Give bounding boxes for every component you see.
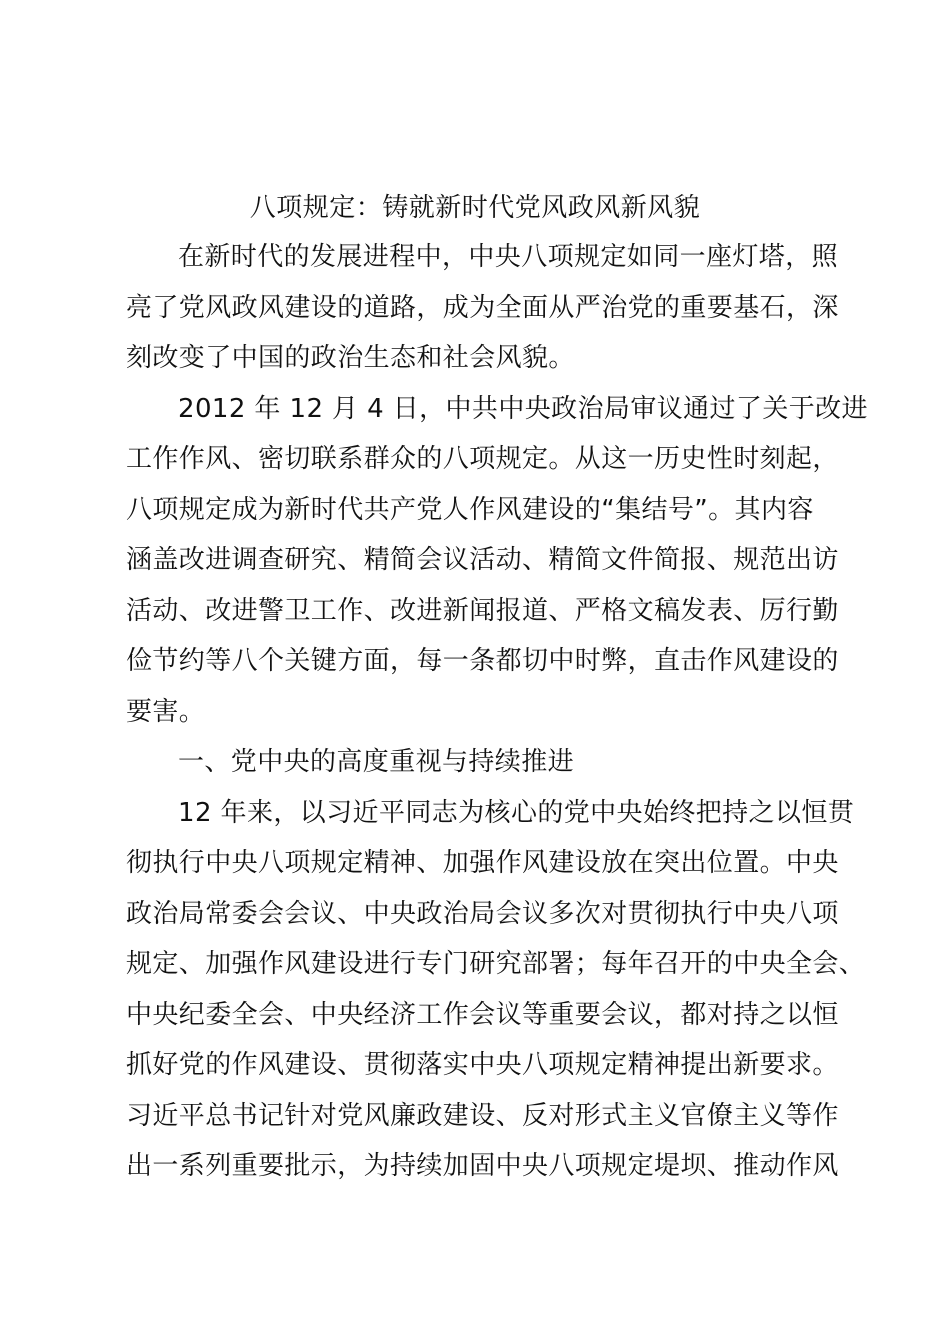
document-body: [126, 232, 868, 1192]
paragraph-line: 出一系列重要批示，为持续加固中央八项规定堤坝、推动作风: [126, 1151, 839, 1181]
paragraph-line: 工作作风、密切联系群众的八项规定。从这一历史性时刻起，: [126, 444, 839, 474]
paragraph-line: 彻执行中央八项规定精神、加强作风建设放在突出位置。中央: [126, 848, 839, 878]
paragraph-line: 12 年来，以习近平同志为核心的党中央始终把持之以恒贯: [178, 797, 855, 828]
paragraph-line: 中央纪委全会、中央经济工作会议等重要会议，都对持之以恒: [126, 999, 839, 1030]
paragraph-line: 刻改变了中国的政治生态和社会风貌。: [126, 343, 575, 373]
paragraph-line: 政治局常委会会议、中央政治局会议多次对贯彻执行中央八项: [126, 898, 839, 929]
paragraph-line: 2012 年 12 月 4 日，中共中央政治局审议通过了关于改进: [178, 393, 868, 424]
paragraph-line: 要害。: [126, 696, 206, 727]
paragraph-central-committee: [126, 788, 866, 1192]
paragraph-line: 习近平总书记针对党风廉政建设、反对形式主义官僚主义等作: [126, 1100, 839, 1131]
paragraph-history: [126, 384, 868, 738]
section-heading: [126, 737, 846, 788]
paragraph-line: 在新时代的发展进程中，中央八项规定如同一座灯塔，照: [178, 242, 839, 272]
paragraph-line: 俭节约等八个关键方面，每一条都切中时弊，直击作风建设的: [126, 646, 839, 676]
section-heading-text: 一、党中央的高度重视与持续推进: [178, 747, 575, 777]
paragraph-line: 抓好党的作风建设、贯彻落实中央八项规定精神提出新要求。: [126, 1050, 839, 1080]
paragraph-intro: [126, 232, 846, 384]
paragraph-line: 活动、改进警卫工作、改进新闻报道、严格文稿发表、厉行勤: [126, 595, 839, 626]
paragraph-line: 规定、加强作风建设进行专门研究部署；每年召开的中央全会、: [126, 949, 866, 979]
paragraph-line: 八项规定成为新时代共产党人作风建设的“集结号”。其内容: [126, 494, 814, 525]
paragraph-line: 亮了党风政风建设的道路，成为全面从严治党的重要基石，深: [126, 292, 839, 323]
document-title: 八项规定：铸就新时代党风政风新风貌: [249, 193, 701, 223]
paragraph-line: 涵盖改进调查研究、精简会议活动、精简文件简报、规范出访: [126, 545, 839, 575]
